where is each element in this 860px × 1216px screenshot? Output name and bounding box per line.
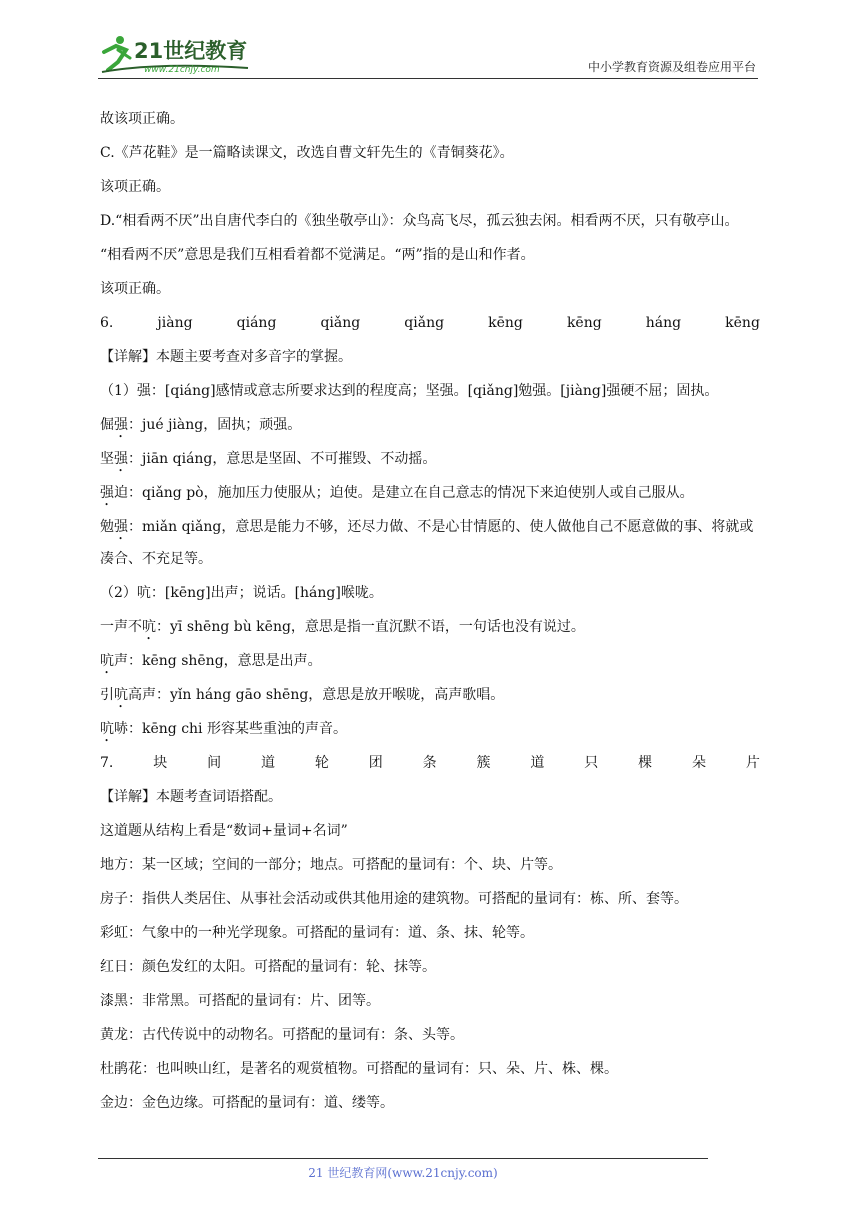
word-entry <box>100 476 760 510</box>
word-explanation: 高声：yǐn háng gāo shēng，意思是放开喉咙，高声歌唱。 <box>128 687 505 703</box>
explanation-heading <box>100 780 760 814</box>
explanation-heading <box>100 340 760 374</box>
answer-measure-word: 道 <box>260 755 275 771</box>
word-entry <box>100 712 760 746</box>
question-number: 7. <box>100 755 114 771</box>
question-6-answers <box>100 306 760 340</box>
dotted-char: 吭 <box>114 687 128 703</box>
site-logo <box>98 32 258 76</box>
word-entry <box>100 678 760 712</box>
platform-name: 中小学教育资源及组卷应用平台 <box>587 60 756 74</box>
answer-measure-word: 片 <box>745 755 760 771</box>
text-line: 故该项正确。 <box>100 111 184 127</box>
word-entry: 黄龙：古代传说中的动物名。可搭配的量词有：条、头等。 <box>100 1027 464 1043</box>
document-body <box>100 102 760 1120</box>
word-entry: 红日：颜色发红的太阳。可搭配的量词有：轮、抹等。 <box>100 959 436 975</box>
page-header <box>98 28 758 79</box>
explanation-label: 【详解】 <box>100 789 156 805</box>
logo-url: www.21cnjy.com <box>144 65 220 75</box>
answer-measure-word: 轮 <box>314 755 329 771</box>
word-explanation: 声：kēng shēng，意思是出声。 <box>114 653 322 669</box>
answer-measure-word: 棵 <box>638 755 653 771</box>
answer-pinyin: kēng <box>566 315 602 331</box>
dotted-char: 强 <box>100 485 114 501</box>
word-entry <box>100 511 760 575</box>
word-entry: 漆黑：非常黑。可搭配的量词有：片、团等。 <box>100 993 380 1009</box>
answer-pinyin: háng <box>645 315 682 331</box>
word-entry <box>100 610 760 644</box>
explanation-text: 本题主要考查对多音字的掌握。 <box>156 349 352 365</box>
text-line: 这道题从结构上看是“数词+量词+名词” <box>100 823 348 839</box>
word-entry: 地方：某一区域；空间的一部分；地点。可搭配的量词有：个、块、片等。 <box>100 857 562 873</box>
word-entry: 彩虹：气象中的一种光学现象。可搭配的量词有：道、条、抹、轮等。 <box>100 925 534 941</box>
text-line: D.“相看两不厌”出自唐代李白的《独坐敬亭山》：众鸟高飞尽，孤云独去闲。相看两不厌，只有敬亭山。 <box>100 213 739 229</box>
explanation-text: 本题考查词语搭配。 <box>156 789 282 805</box>
dotted-char: 强 <box>114 417 128 433</box>
logo-text: 21世纪教育 <box>134 39 248 63</box>
word-explanation: ：yī shēng bù kēng，意思是指一直沉默不语，一句话也没有说过。 <box>156 619 585 635</box>
explanation-label: 【详解】 <box>100 349 156 365</box>
answer-measure-word: 团 <box>368 755 383 771</box>
word-prefix: 坚 <box>100 451 114 467</box>
answer-pinyin: kēng <box>488 315 523 331</box>
question-number: 6. <box>100 315 114 331</box>
answer-pinyin: qiǎng <box>320 315 361 331</box>
word-entry <box>100 644 760 678</box>
answer-measure-word: 间 <box>207 755 222 771</box>
answer-pinyin: jiàng <box>157 315 193 331</box>
answer-pinyin: qiáng <box>236 315 277 331</box>
text-line: （1）强：[qiáng]感情或意志所要求达到的程度高；坚强。[qiǎng]勉强。[jiàng]强硬不屈；固执。 <box>100 383 719 399</box>
dotted-char: 强 <box>114 451 128 467</box>
word-explanation: 哧：kēng chi 形容某些重浊的声音。 <box>114 721 347 737</box>
text-line: “相看两不厌”意思是我们互相看着都不觉满足。“两”指的是山和作者。 <box>100 247 535 263</box>
dotted-char: 强 <box>114 519 128 535</box>
word-entry: 杜鹃花：也叫映山红，是著名的观赏植物。可搭配的量词有：只、朵、片、株、棵。 <box>100 1061 618 1077</box>
dotted-char: 吭 <box>100 721 114 737</box>
answer-measure-word: 条 <box>422 755 437 771</box>
word-explanation: ：jiān qiáng，意思是坚固、不可摧毁、不动摇。 <box>128 451 437 467</box>
footer-divider <box>98 1158 708 1159</box>
footer-link[interactable]: 21 世纪教育网(www.21cnjy.com) <box>308 1166 498 1180</box>
word-prefix: 引 <box>100 687 114 703</box>
word-explanation: ：jué jiàng，固执；顽强。 <box>128 417 302 433</box>
answer-pinyin: qiǎng <box>404 315 445 331</box>
word-entry: 房子：指供人类居住、从事社会活动或供其他用途的建筑物。可搭配的量词有：栋、所、套等。 <box>100 891 688 907</box>
word-entry <box>100 442 760 476</box>
dotted-char: 吭 <box>100 653 114 669</box>
word-prefix: 勉 <box>100 519 114 535</box>
text-line: 该项正确。 <box>100 281 170 297</box>
word-entry: 金边：金色边缘。可搭配的量词有：道、缕等。 <box>100 1095 394 1111</box>
answer-measure-word: 朵 <box>691 755 706 771</box>
text-line: （2）吭：[kēng]出声；说话。[háng]喉咙。 <box>100 585 383 601</box>
answer-measure-word: 只 <box>584 755 599 771</box>
word-explanation: ：miǎn qiǎng，意思是能力不够，还尽力做、不是心甘情愿的、使人做他自己不愿意做的事、将就或凑合、不充足等。 <box>100 519 754 567</box>
text-line: C.《芦花鞋》是一篇略读课文，改选自曹文轩先生的《青铜葵花》。 <box>100 145 514 161</box>
answer-pinyin: kēng <box>725 315 760 331</box>
word-entry <box>100 408 760 442</box>
answer-measure-word: 簇 <box>476 755 491 771</box>
word-prefix: 倔 <box>100 417 114 433</box>
dotted-char: 吭 <box>142 619 156 635</box>
text-line: 该项正确。 <box>100 179 170 195</box>
answer-measure-word: 道 <box>530 755 545 771</box>
question-7-answers <box>100 746 760 780</box>
word-explanation: 迫：qiǎng pò，施加压力使服从；迫使。是建立在自己意志的情况下来迫使别人或自己服从。 <box>114 485 694 501</box>
word-prefix: 一声不 <box>100 619 142 635</box>
answer-measure-word: 块 <box>153 755 168 771</box>
